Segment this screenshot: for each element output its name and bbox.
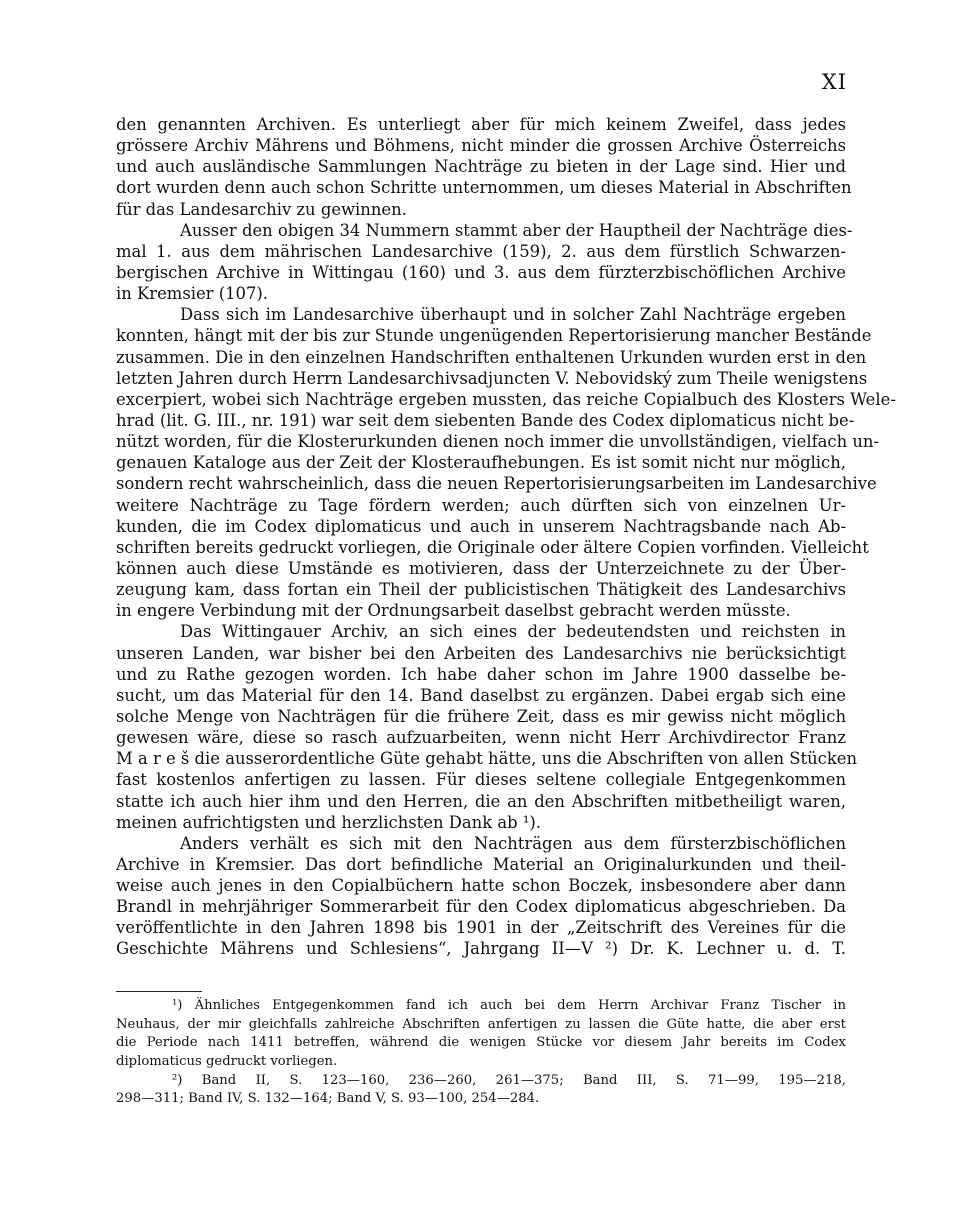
body-line: für das Landesarchiv zu gewinnen. <box>116 199 407 219</box>
body-line: schriften bereits gedruckt vorliegen, die Originale oder ältere Copien vorfinden. Vielleicht <box>116 537 869 557</box>
body-line: weise auch jenes in den Copialbüchern hatte schon Boczek, insbesondere aber dann <box>116 876 846 896</box>
footnote-line: diplomaticus gedruckt vorliegen. <box>116 1054 338 1070</box>
body-line: kunden, die im Codex diplomaticus und auch in unserem Nachtragsbande nach Ab- <box>116 516 846 536</box>
body-line: sondern recht wahrscheinlich, dass die neuen Repertorisierungsarbeiten im Landesarchive <box>116 474 877 494</box>
main-text <box>116 114 896 960</box>
body-line: und zu Rathe gezogen worden. Ich habe daher schon im Jahre 1900 dasselbe be- <box>116 664 846 684</box>
body-line: und auch ausländische Sammlungen Nachträge zu bieten in der Lage sind. Hier und <box>116 157 846 177</box>
body-line: sucht, um das Material für den 14. Band daselbst zu ergänzen. Dabei ergab sich eine <box>116 685 846 705</box>
footnote-line: die Periode nach 1411 betreffen, während die wenigen Stücke vor diesem Jahr bereits im Codex <box>116 1035 846 1051</box>
body-line: Dass sich im Landesarchive überhaupt und in solcher Zahl Nachträge ergeben <box>180 305 846 325</box>
body-line: M a r e š die ausserordentliche Güte gehabt hätte, uns die Abschriften von allen Stücken <box>116 749 858 769</box>
body-line: dort wurden denn auch schon Schritte unternommen, um dieses Material in Abschriften <box>116 178 852 198</box>
body-line: nützt worden, für die Klosterurkunden dienen noch immer die unvollständigen, vielfach un- <box>116 432 880 452</box>
body-line: zusammen. Die in den einzelnen Handschriften enthaltenen Urkunden wurden erst in den <box>116 347 867 367</box>
body-line: meinen aufrichtigsten und herzlichsten Dank ab ¹). <box>116 812 541 832</box>
body-line: unseren Landen, war bisher bei den Arbeiten des Landesarchivs nie berücksichtigt <box>116 643 846 663</box>
body-line: bergischen Archive in Wittingau (160) und 3. aus dem fürzterzbischöflichen Archive <box>116 262 846 282</box>
footnote-line: 298—311; Band IV, S. 132—164; Band V, S. 93—100, 254—284. <box>116 1091 540 1107</box>
body-line: letzten Jahren durch Herrn Landesarchivsadjuncten V. Nebovidský zum Theile wenigstens <box>116 368 868 388</box>
page-number: XI <box>821 70 847 94</box>
body-line: Das Wittingauer Archiv, an sich eines der bedeutendsten und reichsten in <box>180 622 846 642</box>
body-line: Ausser den obigen 34 Nummern stammt aber der Hauptheil der Nachträge dies- <box>180 220 853 240</box>
body-line: Archive in Kremsier. Das dort befindliche Material an Originalurkunden und theil- <box>116 854 846 874</box>
body-line: Anders verhält es sich mit den Nachträgen aus dem fürsterzbischöflichen <box>180 833 846 853</box>
body-line: weitere Nachträge zu Tage fördern werden; auch dürften sich von einzelnen Ur- <box>116 495 846 515</box>
body-line: konnten, hängt mit der bis zur Stunde ungenügenden Repertorisierung mancher Bestände <box>116 326 872 346</box>
footnote-line: ²) Band II, S. 123—160, 236—260, 261—375; Band III, S. 71—99, 195—218, <box>172 1072 846 1088</box>
footnotes <box>116 997 846 1109</box>
footnote-divider <box>116 991 202 992</box>
body-line: solche Menge von Nachträgen für die frühere Zeit, dass es mir gewiss nicht möglich <box>116 706 846 726</box>
body-line: in engere Verbindung mit der Ordnungsarbeit daselbst gebracht werden müsste. <box>116 601 791 621</box>
body-line: den genannten Archiven. Es unterliegt aber für mich keinem Zweifel, dass jedes <box>116 115 846 134</box>
body-line: veröffentlichte in den Jahren 1898 bis 1901 in der „Zeitschrift des Vereines für die <box>116 918 846 938</box>
body-line: grössere Archiv Mährens und Böhmens, nicht minder die grossen Archive Österreichs <box>116 136 846 156</box>
body-line: Geschichte Mährens und Schlesiens“, Jahrgang II—V ²) Dr. K. Lechner u. d. T. <box>116 939 846 959</box>
body-line: mal 1. aus dem mährischen Landesarchive (159), 2. aus dem fürstlich Schwarzen- <box>116 241 846 261</box>
body-line: hrad (lit. G. III., nr. 191) war seit dem siebenten Bande des Codex diplomaticus nicht be- <box>116 410 855 430</box>
body-line: können auch diese Umstände es motivieren, dass der Unterzeichnete zu der Über- <box>116 558 846 578</box>
body-line: genauen Kataloge aus der Zeit der Klosteraufhebungen. Es ist somit nicht nur möglich, <box>116 453 846 473</box>
body-line: Brandl in mehrjähriger Sommerarbeit für den Codex diplomaticus abgeschrieben. Da <box>116 897 846 917</box>
body-line: zeugung kam, dass fortan ein Theil der publicistischen Thätigkeit des Landesarchivs <box>116 580 846 600</box>
footnote-line: ¹) Ähnliches Entgegenkommen fand ich auch bei dem Herrn Archivar Franz Tischer in <box>172 998 846 1013</box>
body-line: gewesen wäre, diese so rasch aufzuarbeiten, wenn nicht Herr Archivdirector Franz <box>116 728 846 748</box>
footnote-line: Neuhaus, der mir gleichfalls zahlreiche Abschriften anfertigen zu lassen die Güte hatte, die aber erst <box>116 1016 846 1032</box>
body-line: in Kremsier (107). <box>116 284 269 304</box>
body-line: statte ich auch hier ihm und den Herren, die an den Abschriften mitbetheiligt waren, <box>116 791 846 811</box>
body-line: excerpiert, wobei sich Nachträge ergeben mussten, das reiche Copialbuch des Klosters Wele- <box>116 389 896 409</box>
body-line: fast kostenlos anfertigen zu lassen. Für dieses seltene collegiale Entgegenkommen <box>116 770 846 790</box>
